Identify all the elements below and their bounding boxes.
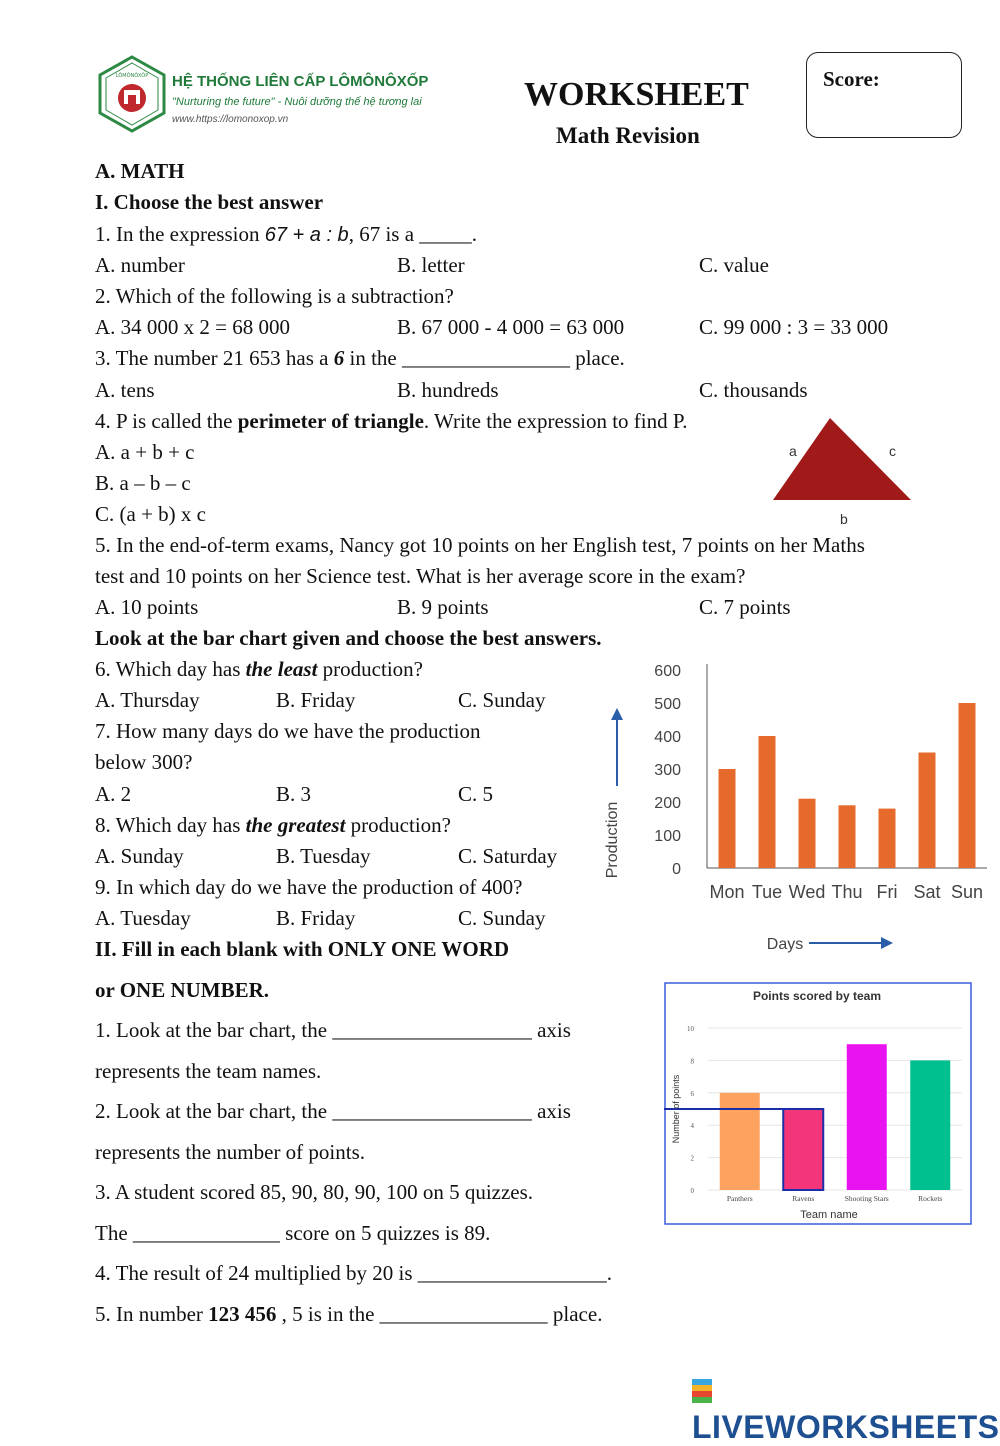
- question-3: 3. The number 21 653 has a 6 in the ________________ place.: [95, 346, 625, 370]
- q4-option-b[interactable]: B. a – b – c: [95, 471, 191, 495]
- y-tick-label: 400: [654, 729, 681, 746]
- question-7-line2: below 300?: [95, 750, 193, 774]
- q2-option-a[interactable]: A. 34 000 x 2 = 68 000: [95, 315, 291, 339]
- score-box[interactable]: [806, 52, 962, 138]
- y-tick-label: 200: [654, 795, 681, 812]
- bar-sat: [919, 753, 936, 869]
- q9-option-c[interactable]: C. Sunday: [458, 906, 546, 930]
- y-tick-label: 300: [654, 762, 681, 779]
- fill-question-1a[interactable]: 1. Look at the bar chart, the ___________________ axis: [95, 1018, 571, 1042]
- fill-question-5[interactable]: 5. In number 123 456 , 5 is in the ________________ place.: [95, 1302, 603, 1326]
- x-tick-label: Sat: [913, 882, 941, 902]
- question-4: 4. P is called the perimeter of triangle. Write the expression to find P.: [95, 409, 688, 433]
- part1-heading: I. Choose the best answer: [95, 190, 324, 214]
- y-label-arrowhead: [611, 708, 623, 720]
- bar-sun: [959, 703, 976, 868]
- y-axis-label: Number of points: [671, 1074, 681, 1144]
- question-5-line1: 5. In the end-of-term exams, Nancy got 10 points on her English test, 7 points on her Maths: [95, 533, 865, 557]
- fill-question-2b: represents the number of points.: [95, 1140, 366, 1164]
- q2-option-b[interactable]: B. 67 000 - 4 000 = 63 000: [397, 315, 625, 339]
- school-name: HỆ THỐNG LIÊN CẤP LÔMÔNÔXỐP: [172, 73, 429, 90]
- q4-option-c[interactable]: C. (a + b) x c: [95, 502, 206, 526]
- bar-wed: [799, 799, 816, 868]
- points-bar-chart: [664, 982, 972, 1225]
- q5-option-b[interactable]: B. 9 points: [397, 595, 489, 619]
- question-8: 8. Which day has the greatest production?: [95, 813, 451, 837]
- question-5-line2: test and 10 points on her Science test. What is her average score in the exam?: [95, 564, 746, 588]
- fill-question-2a[interactable]: 2. Look at the bar chart, the ___________________ axis: [95, 1099, 571, 1123]
- q6-option-a[interactable]: A. Thursday: [95, 688, 200, 712]
- bar-ravens: [783, 1109, 823, 1190]
- worksheet-subtitle: Math Revision: [556, 123, 700, 148]
- q4-option-a[interactable]: A. a + b + c: [95, 440, 195, 464]
- fill-question-4[interactable]: 4. The result of 24 multiplied by 20 is __________________.: [95, 1261, 613, 1285]
- x-tick-label: Thu: [831, 882, 863, 902]
- liveworksheets-logo: LIVEWORKSHEETS: [692, 1372, 1000, 1446]
- y-tick-label: 0: [672, 861, 681, 878]
- q1-option-c[interactable]: C. value: [699, 253, 769, 277]
- y-tick-label: 600: [654, 663, 681, 680]
- part2-heading-line1: II. Fill in each blank with ONLY ONE WORD: [95, 937, 510, 961]
- worksheet-title: WORKSHEET: [524, 76, 749, 113]
- fill-question-3a: 3. A student scored 85, 90, 80, 90, 100 on 5 quizzes.: [95, 1180, 534, 1204]
- side-b-label: b: [840, 511, 848, 527]
- fill-question-1b: represents the team names.: [95, 1059, 322, 1083]
- x-tick-label: Shooting Stars: [844, 1194, 889, 1203]
- bar-tue: [759, 736, 776, 868]
- question-7-line1: 7. How many days do we have the production: [95, 719, 481, 743]
- part2-heading-line2: or ONE NUMBER.: [95, 978, 270, 1002]
- bar-shooting-stars: [847, 1044, 887, 1190]
- question-2: 2. Which of the following is a subtraction?: [95, 284, 454, 308]
- y-tick-label: 4: [690, 1122, 694, 1131]
- q9-option-b[interactable]: B. Friday: [276, 906, 356, 930]
- q1-option-a[interactable]: A. number: [95, 253, 185, 277]
- x-tick-label: Rockets: [918, 1194, 943, 1203]
- q8-option-c[interactable]: C. Saturday: [458, 844, 558, 868]
- y-tick-label: 500: [654, 696, 681, 713]
- chart-instruction: Look at the bar chart given and choose the best answers.: [95, 626, 602, 650]
- x-tick-label: Ravens: [792, 1194, 815, 1203]
- school-url: www.https://lomonoxop.vn: [172, 114, 289, 125]
- y-tick-label: 6: [690, 1089, 694, 1098]
- q5-option-c[interactable]: C. 7 points: [699, 595, 791, 619]
- q7-option-b[interactable]: B. 3: [276, 782, 312, 806]
- liveworksheets-badge-icon: [692, 1379, 712, 1403]
- question-1: 1. In the expression 67 + a : b, 67 is a _____.: [95, 222, 478, 246]
- q8-option-a[interactable]: A. Sunday: [95, 844, 184, 868]
- q6-option-c[interactable]: C. Sunday: [458, 688, 546, 712]
- y-tick-label: 8: [690, 1057, 694, 1066]
- x-tick-label: Panthers: [726, 1194, 753, 1203]
- school-logo: [98, 55, 166, 133]
- fill-question-3b[interactable]: The ______________ score on 5 quizzes is 89.: [95, 1221, 491, 1245]
- q3-option-b[interactable]: B. hundreds: [397, 378, 499, 402]
- x-tick-label: Tue: [751, 882, 783, 902]
- triangle-figure: [765, 412, 925, 532]
- x-tick-label: Wed: [788, 882, 826, 902]
- y-tick-label: 0: [690, 1187, 694, 1195]
- bar-rockets: [910, 1060, 950, 1190]
- q5-option-a[interactable]: A. 10 points: [95, 595, 199, 619]
- q7-option-c[interactable]: C. 5: [458, 782, 494, 806]
- q1-option-b[interactable]: B. letter: [397, 253, 465, 277]
- q7-option-a[interactable]: A. 2: [95, 782, 132, 806]
- x-tick-label: Fri: [876, 882, 898, 902]
- y-tick-label: 2: [690, 1154, 694, 1163]
- x-axis-label: Days: [766, 936, 804, 953]
- chart-title: Points scored by team: [752, 989, 882, 1003]
- y-tick-label: 100: [654, 828, 681, 845]
- production-bar-chart: [595, 650, 995, 960]
- bar-panthers: [720, 1093, 760, 1190]
- q6-option-b[interactable]: B. Friday: [276, 688, 356, 712]
- x-tick-label: Sun: [950, 882, 984, 902]
- x-axis-label: Team name: [800, 1209, 858, 1221]
- svg-text:LÔMÔNÔXỐP: LÔMÔNÔXỐP: [115, 73, 149, 79]
- bar-thu: [839, 805, 856, 868]
- bar-mon: [719, 769, 736, 868]
- q8-option-b[interactable]: B. Tuesday: [276, 844, 371, 868]
- question-6: 6. Which day has the least production?: [95, 657, 423, 681]
- score-label: Score:: [823, 67, 880, 91]
- triangle-shape: [773, 418, 911, 500]
- q2-option-c[interactable]: C. 99 000 : 3 = 33 000: [699, 315, 889, 339]
- x-tick-label: Mon: [709, 882, 745, 902]
- section-heading: A. MATH: [95, 159, 185, 183]
- y-axis-label: Production: [604, 801, 621, 879]
- question-9: 9. In which day do we have the production of 400?: [95, 875, 523, 899]
- q3-option-c[interactable]: C. thousands: [699, 378, 808, 402]
- side-a-label: a: [789, 443, 797, 459]
- side-c-label: c: [889, 443, 896, 459]
- x-label-arrowhead: [881, 937, 893, 949]
- q9-option-a[interactable]: A. Tuesday: [95, 906, 191, 930]
- q3-option-a[interactable]: A. tens: [95, 378, 155, 402]
- school-motto: "Nurturing the future" - Nuôi dưỡng thế hệ tương lai: [172, 96, 422, 108]
- bar-fri: [879, 809, 896, 868]
- y-tick-label: 10: [687, 1025, 694, 1033]
